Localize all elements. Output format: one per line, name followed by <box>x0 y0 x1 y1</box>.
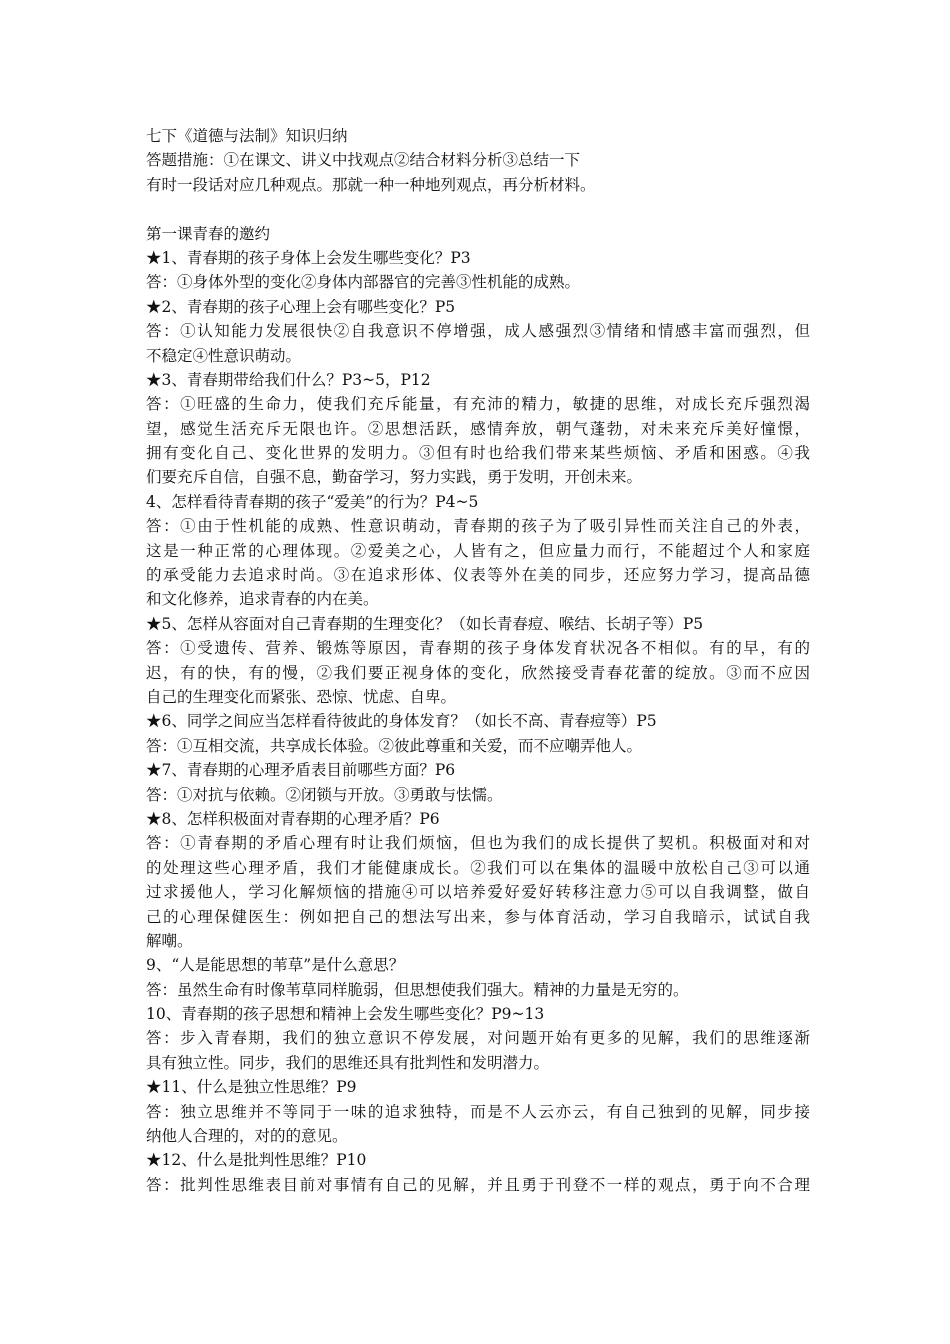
text-line: 答：批判性思维表目前对事情有自己的见解，并且勇于刊登不一样的观点，勇于向不合理 <box>146 1175 810 1194</box>
text-line: 第一课青春的邀约 <box>146 224 271 243</box>
text-line: 答题措施：①在课文、讲义中找观点②结合材料分析③总结一下 <box>146 151 581 170</box>
text-line: 答：①青春期的矛盾心理有时让我们烦恼，但也为我们的成长提供了契机。积极面对和对 <box>146 834 810 853</box>
text-line: ★11、什么是独立性思维？P9 <box>146 1078 357 1097</box>
text-line: 4、怎样看待青春期的孩子“爱美”的行为？P4~5 <box>146 492 479 511</box>
text-line: ★12、什么是批判性思维？P10 <box>146 1151 367 1170</box>
text-line: ★7、青春期的心理矛盾表目前哪些方面？P6 <box>146 761 456 780</box>
text-line: ★8、怎样积极面对青春期的心理矛盾？P6 <box>146 809 440 828</box>
text-line: 答：步入青春期，我们的独立意识不停发展，对问题开始有更多的见解，我们的思维逐渐 <box>146 1029 810 1048</box>
text-line: ★1、青春期的孩子身体上会发生哪些变化？P3 <box>146 248 471 267</box>
text-line: ★5、怎样从容面对自己青春期的生理变化？（如长青春痘、喉结、长胡子等）P5 <box>146 614 704 633</box>
text-line: 望，感觉生活充斥无限也许。②思想活跃，感情奔放，朝气蓬勃，对未来充斥美好憧憬， <box>146 419 810 438</box>
text-line: 答：①受遗传、营养、锻炼等原因，青春期的孩子身体发育状况各不相似。有的早，有的 <box>146 639 810 658</box>
document-body <box>146 124 810 1197</box>
text-line: 解嘲。 <box>146 931 193 950</box>
text-line: 具有独立性。同步，我们的思维还具有批判性和发明潜力。 <box>146 1053 550 1072</box>
text-line: 过求援他人，学习化解烦恼的措施④可以培养爱好爱好转移注意力⑤可以自我调整，做自 <box>146 883 810 902</box>
blank-line <box>146 197 810 221</box>
text-line: 的承受能力去追求时尚。③在追求形体、仪表等外在美的同步，还应努力学习，提高品德 <box>146 566 810 585</box>
text-line: 答：①对抗与依赖。②闭锁与开放。③勇敢与怯懦。 <box>146 785 503 804</box>
text-line: 答：①认知能力发展很快②自我意识不停增强，成人感强烈③情绪和情感丰富而强烈，但 <box>146 322 810 341</box>
text-line: 迟，有的快，有的慢，②我们要正视身体的变化，欣然接受青春花蕾的绽放。③而不应因 <box>146 663 810 682</box>
text-line: 答：①由于性机能的成熟、性意识萌动，青春期的孩子为了吸引异性而关注自己的外表， <box>146 517 810 536</box>
text-line: 有时一段话对应几种观点。那就一种一种地列观点，再分析材料。 <box>146 175 596 194</box>
text-line: 答：虽然生命有时像苇草同样脆弱，但思想使我们强大。精神的力量是无穷的。 <box>146 980 689 999</box>
text-line: 这是一种正常的心理体现。②爱美之心，人皆有之，但应量力而行，不能超过个人和家庭 <box>146 541 810 560</box>
text-line: 不稳定④性意识萌动。 <box>146 346 302 365</box>
text-line: 己的心理保健医生：例如把自己的想法写出来，参与体育活动，学习自我暗示，试试自我 <box>146 907 810 926</box>
text-line: 纳他人合理的，对的的意见。 <box>146 1127 348 1146</box>
text-line: ★6、同学之间应当怎样看待彼此的身体发育？（如长不高、青春痘等）P5 <box>146 712 657 731</box>
text-line: 自己的生理变化而紧张、恐惊、忧虑、自卑。 <box>146 687 457 706</box>
text-line: 拥有变化自己、变化世界的发明力。③但有时也给我们带来某些烦恼、矛盾和困惑。④我 <box>146 444 810 463</box>
text-line: 答：①互相交流，共享成长体验。②彼此尊重和关爱，而不应嘲弄他人。 <box>146 736 643 755</box>
text-line: ★3、青春期带给我们什么？P3~5，P12 <box>146 370 431 389</box>
document-title: 七下《道德与法制》知识归纳 <box>146 127 348 145</box>
text-line: 答：①身体外型的变化②身体内部器官的完善③性机能的成熟。 <box>146 273 581 292</box>
text-line: ★2、青春期的孩子心理上会有哪些变化？P5 <box>146 297 456 316</box>
text-line: 的处理这些心理矛盾，我们才能健康成长。②我们可以在集体的温暖中放松自己③可以通 <box>146 858 810 877</box>
text-line: 答：独立思维并不等同于一味的追求独特，而是不人云亦云，有自己独到的见解，同步接 <box>146 1102 810 1121</box>
text-line: 和文化修养，追求青春的内在美。 <box>146 590 379 609</box>
text-line: 们要充斥自信，自强不息，勤奋学习，努力实践，勇于发明，开创未来。 <box>146 468 643 487</box>
text-line: 答：①旺盛的生命力，使我们充斥能量，有充沛的精力，敏捷的思维，对成长充斥强烈渴 <box>146 395 810 414</box>
text-line: 9、“人是能思想的苇草”是什么意思？ <box>146 956 405 975</box>
text-line: 10、青春期的孩子思想和精神上会发生哪些变化？P9~13 <box>146 1005 545 1024</box>
